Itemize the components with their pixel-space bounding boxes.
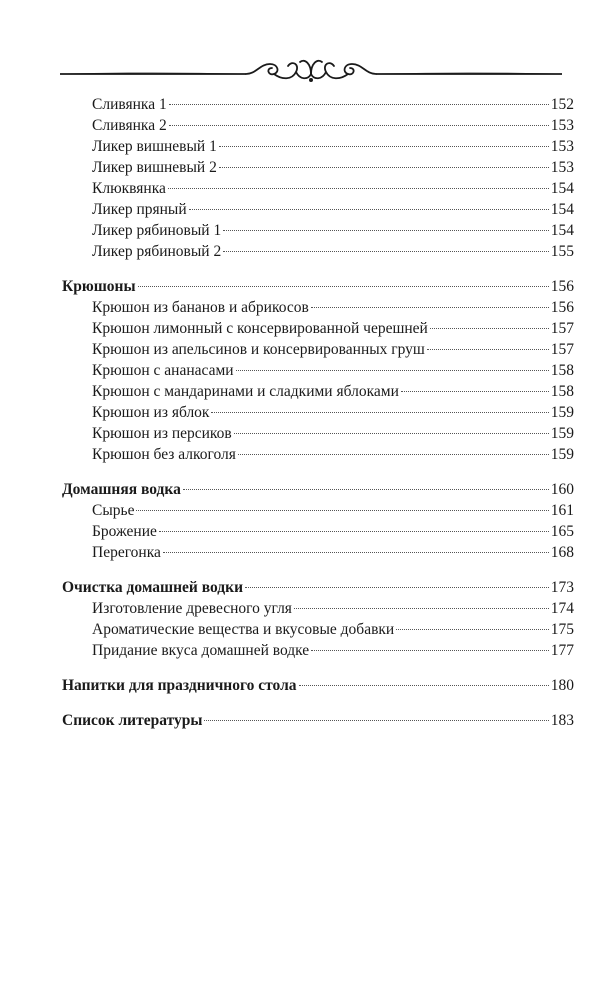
section-gap: [62, 696, 574, 710]
dot-leader: [189, 209, 549, 210]
toc-section: [62, 710, 574, 731]
dot-leader: [138, 286, 549, 287]
toc-entry-label: Крюшон из персиков: [92, 425, 232, 442]
toc-entry-label: Крюшон с мандаринами и сладкими яблоками: [92, 383, 399, 400]
toc-entry-label: Крюшон лимонный с консервированной черешней: [92, 320, 428, 337]
toc-entry-label: Сырье: [92, 502, 135, 519]
toc-entry-page-number: 159: [550, 446, 574, 463]
toc-entry: [62, 199, 574, 220]
flourish-divider-icon: [60, 50, 562, 90]
toc-entry: [62, 619, 574, 640]
dot-leader: [204, 720, 548, 721]
toc-entry: [62, 640, 574, 661]
toc-entry-page-number: 175: [550, 621, 574, 638]
toc-section-label: Домашняя водка: [62, 481, 181, 498]
toc-entry: [62, 360, 574, 381]
toc-section-label: Список литературы: [62, 712, 203, 729]
toc-section: [62, 276, 574, 297]
dot-leader: [219, 167, 549, 168]
toc-entry-page-number: 158: [550, 383, 574, 400]
toc-entry: [62, 402, 574, 423]
dot-leader: [430, 328, 549, 329]
toc-entry-page-number: 165: [550, 523, 574, 540]
toc-section-page-number: 173: [550, 579, 574, 596]
dot-leader: [238, 454, 549, 455]
dot-leader: [223, 230, 549, 231]
toc-section-label: Напитки для праздничного стола: [62, 677, 297, 694]
toc-entry: [62, 157, 574, 178]
toc-entry-page-number: 174: [550, 600, 574, 617]
toc-entry-label: Сливянка 2: [92, 117, 167, 134]
dot-leader: [236, 370, 549, 371]
dot-leader: [169, 104, 549, 105]
toc-entry: [62, 598, 574, 619]
dot-leader: [211, 412, 548, 413]
toc-section-label: Очистка домашней водки: [62, 579, 244, 596]
toc-entry-label: Ликер рябиновый 2: [92, 243, 222, 260]
toc-entry-page-number: 158: [550, 362, 574, 379]
table-of-contents: [62, 94, 574, 731]
dot-leader: [396, 629, 549, 630]
dot-leader: [401, 391, 549, 392]
toc-entry-label: Ликер рябиновый 1: [92, 222, 222, 239]
toc-entry-page-number: 168: [550, 544, 574, 561]
section-gap: [62, 563, 574, 577]
toc-entry-label: Крюшон из бананов и абрикосов: [92, 299, 309, 316]
toc-section: [62, 577, 574, 598]
dot-leader: [159, 531, 549, 532]
toc-entry-label: Крюшон без алкоголя: [92, 446, 236, 463]
toc-entry: [62, 241, 574, 262]
toc-entry-label: Ликер пряный: [92, 201, 187, 218]
toc-entry-page-number: 154: [550, 201, 574, 218]
toc-entry-page-number: 153: [550, 117, 574, 134]
dot-leader: [294, 608, 549, 609]
header-ornament: [60, 50, 562, 90]
toc-entry-page-number: 153: [550, 159, 574, 176]
toc-entry: [62, 381, 574, 402]
toc-entry-label: Крюшон с ананасами: [92, 362, 234, 379]
toc-entry-label: Придание вкуса домашней водке: [92, 642, 310, 659]
toc-entry: [62, 94, 574, 115]
toc-section-page-number: 180: [550, 677, 574, 694]
toc-entry-label: Ароматические вещества и вкусовые добавки: [92, 621, 395, 638]
toc-entry: [62, 339, 574, 360]
toc-entry: [62, 297, 574, 318]
dot-leader: [427, 349, 549, 350]
toc-entry-page-number: 156: [550, 299, 574, 316]
toc-entry-page-number: 159: [550, 425, 574, 442]
toc-section-page-number: 183: [550, 712, 574, 729]
toc-entry-page-number: 154: [550, 180, 574, 197]
toc-entry: [62, 444, 574, 465]
toc-entry-page-number: 177: [550, 642, 574, 659]
dot-leader: [183, 489, 549, 490]
toc-entry: [62, 521, 574, 542]
toc-entry-page-number: 155: [550, 243, 574, 260]
toc-entry-label: Перегонка: [92, 544, 161, 561]
toc-entry-page-number: 154: [550, 222, 574, 239]
toc-section: [62, 675, 574, 696]
toc-entry: [62, 500, 574, 521]
toc-entry: [62, 136, 574, 157]
toc-entry: [62, 178, 574, 199]
toc-entry-page-number: 157: [550, 341, 574, 358]
toc-entry: [62, 220, 574, 241]
section-gap: [62, 465, 574, 479]
dot-leader: [234, 433, 549, 434]
dot-leader: [219, 146, 549, 147]
section-gap: [62, 661, 574, 675]
toc-section-page-number: 160: [550, 481, 574, 498]
dot-leader: [163, 552, 549, 553]
dot-leader: [311, 307, 549, 308]
toc-entry-page-number: 153: [550, 138, 574, 155]
toc-section-page-number: 156: [550, 278, 574, 295]
toc-entry: [62, 423, 574, 444]
section-gap: [62, 262, 574, 276]
toc-entry-label: Крюшон из яблок: [92, 404, 210, 421]
toc-entry-label: Сливянка 1: [92, 96, 167, 113]
toc-entry-label: Крюшон из апельсинов и консервированных груш: [92, 341, 425, 358]
dot-leader: [245, 587, 549, 588]
toc-entry-label: Клюквянка: [92, 180, 166, 197]
dot-leader: [169, 125, 549, 126]
toc-entry-label: Ликер вишневый 1: [92, 138, 217, 155]
toc-entry-label: Изготовление древесного угля: [92, 600, 292, 617]
toc-entry-page-number: 157: [550, 320, 574, 337]
toc-entry-page-number: 159: [550, 404, 574, 421]
dot-leader: [223, 251, 549, 252]
dot-leader: [299, 685, 549, 686]
dot-leader: [168, 188, 549, 189]
toc-entry-page-number: 161: [550, 502, 574, 519]
toc-entry: [62, 115, 574, 136]
toc-entry-label: Брожение: [92, 523, 157, 540]
dot-leader: [136, 510, 548, 511]
toc-entry-page-number: 152: [550, 96, 574, 113]
toc-entry-label: Ликер вишневый 2: [92, 159, 217, 176]
toc-entry: [62, 542, 574, 563]
dot-leader: [311, 650, 549, 651]
toc-entry: [62, 318, 574, 339]
toc-section-label: Крюшоны: [62, 278, 136, 295]
toc-section: [62, 479, 574, 500]
